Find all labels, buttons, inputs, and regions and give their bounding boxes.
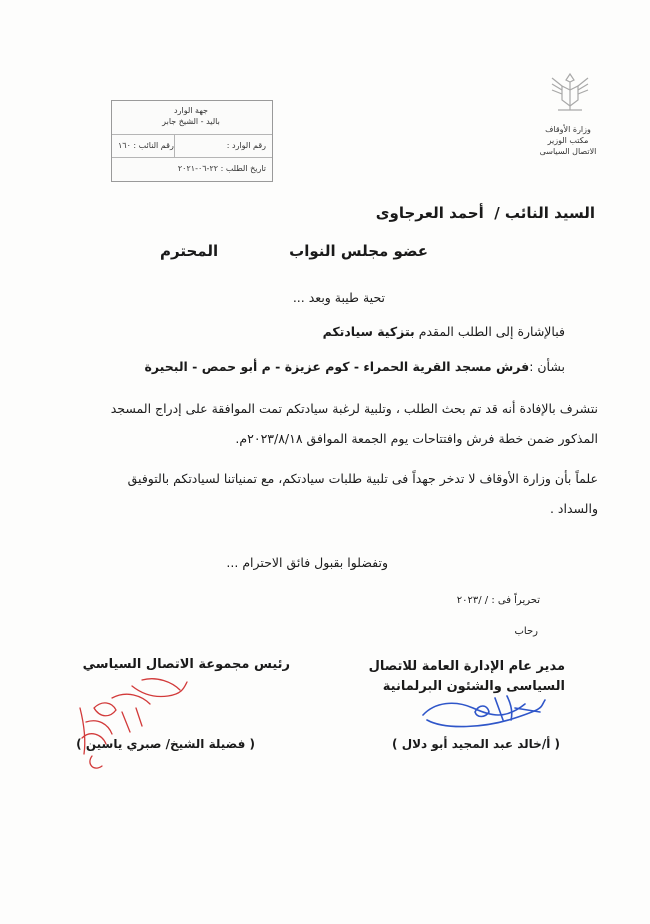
subject-text: فرش مسجد القرية الحمراء - كوم عزيزة - م أبو حمص - البحيرة (144, 359, 530, 374)
subject-prefix: بشأن : (529, 359, 565, 374)
incoming-number-label: رقم الوارد : (226, 141, 266, 150)
red-signature-icon (72, 668, 192, 778)
addressee-line (295, 204, 595, 222)
blue-signature-icon (415, 690, 555, 735)
incoming-box (111, 100, 273, 182)
reference-line (245, 325, 565, 339)
initials: رحاب (514, 626, 538, 637)
addressee-title: السيد النائب / (494, 204, 595, 222)
reference-prefix: فبالإشارة إلى الطلب المقدم (414, 324, 565, 339)
ministry-header (530, 124, 606, 157)
left-signatory-name: ( فضيلة الشيخ/ صبري ياسين ) (76, 737, 255, 751)
incoming-box-header (116, 105, 266, 127)
deputy-number: رقم النائب : ١٦٠ (118, 141, 174, 150)
addressee-name: أحمد العرجاوى (375, 204, 484, 222)
addressee-honorific: المحترم (160, 242, 219, 260)
paragraph-2-line-1: علماً بأن وزارة الأوقاف لا تدخر جهداً فى تلبية طلبات سيادتكم، مع تمنياتنا لسيادتكم بالتوفيق (127, 471, 598, 486)
greeting: تحية طيبة وبعد ... (292, 290, 385, 305)
right-title-line-2: السياسى والشئون البرلمانية (382, 679, 565, 694)
eagle-emblem-icon (548, 70, 592, 116)
closing: وتفضلوا بقبول فائق الاحترام ... (226, 555, 388, 570)
left-signatory-title: رئيس مجموعة الاتصال السياسي (82, 657, 290, 672)
right-signatory-name: ( أ/خالد عبد المجيد أبو دلال ) (392, 737, 560, 751)
paragraph-1-line-2: المذكور ضمن خطة فرش وافتتاحات يوم الجمعة الموافق ٢٠٢٣/٨/١٨م. (235, 431, 598, 446)
incoming-box-sender: باليد - الشيخ جابر (162, 117, 220, 126)
incoming-box-title: جهة الوارد (174, 106, 208, 115)
paragraph-2-line-2: والسداد . (549, 501, 598, 516)
ministry-department: الاتصال السياسى (539, 147, 597, 156)
date-line: تحريراً فى : / /٢٠٢٣ (456, 595, 540, 606)
subject-line (85, 360, 565, 374)
paragraph-1-line-1: نتشرف بالإفادة أنه قد تم بحث الطلب ، وتلبية لرغبة سيادتكم تمت الموافقة على إدراج المسجد (110, 401, 598, 416)
ministry-name: وزارة الأوقاف (545, 125, 591, 134)
reference-bold: بتزكية سيادتكم (322, 324, 415, 339)
request-date: تاريخ الطلب : ٢٢-٠٦-٢٠٢١ (177, 164, 266, 173)
right-title-line-1: مدير عام الإدارة العامة للاتصال (368, 659, 565, 674)
addressee-role: عضو مجلس النواب (289, 242, 428, 260)
ministry-office: مكتب الوزير (547, 136, 589, 145)
